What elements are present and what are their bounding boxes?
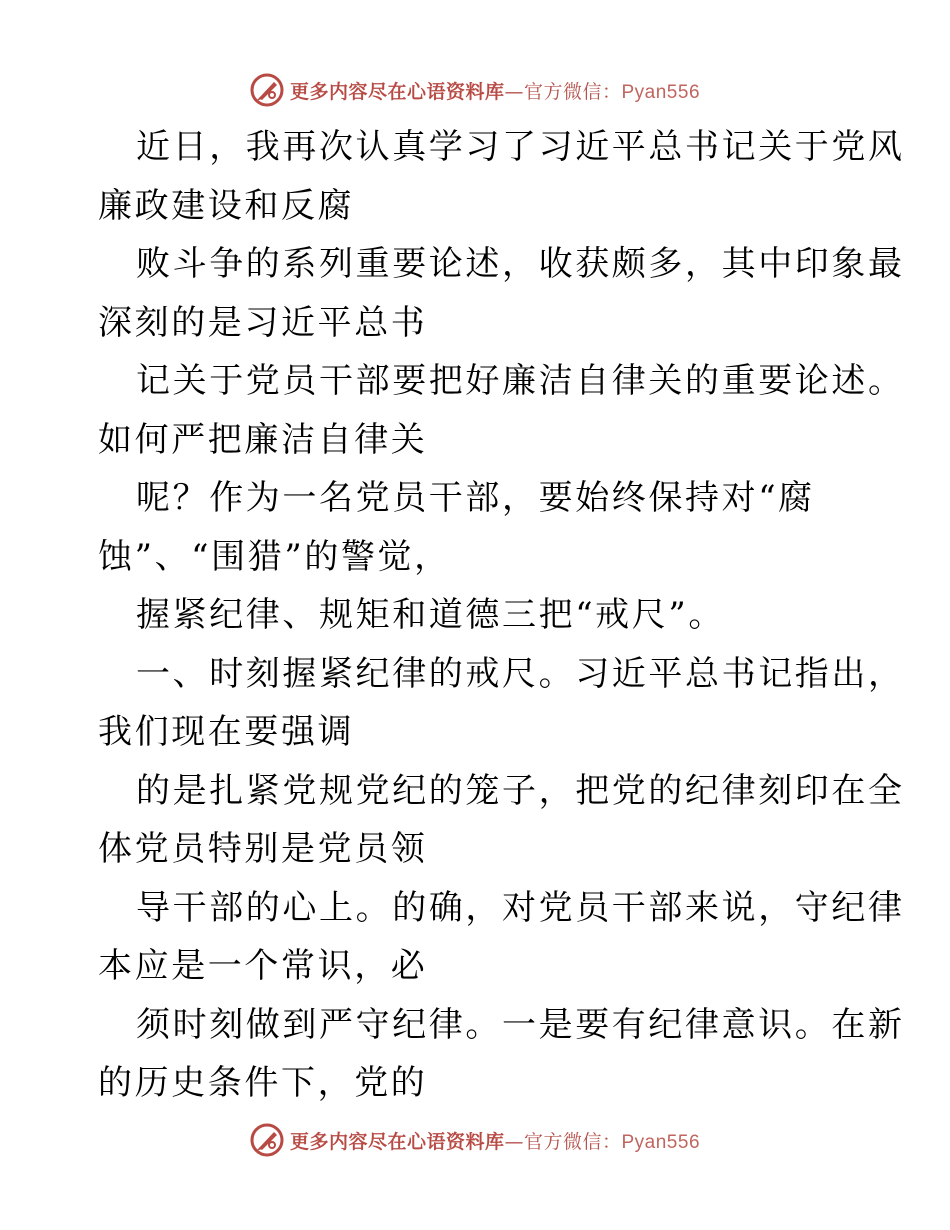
- quill-logo-icon: [250, 1123, 284, 1157]
- text-line: 败斗争的系列重要论述，收获颇多，其中印象最: [136, 244, 905, 284]
- text-line: 体党员特别是党员领: [98, 829, 428, 869]
- watermark-separator: —官方微信：: [504, 1130, 622, 1153]
- watermark-text: [290, 77, 700, 104]
- text-line: 蚀”、“围猎”的警觉，: [98, 536, 451, 577]
- watermark-text: [290, 1127, 700, 1154]
- quill-logo-icon: [250, 73, 284, 107]
- watermark-separator: —官方微信：: [504, 80, 622, 103]
- footer-watermark: [0, 1120, 950, 1160]
- watermark-wechat-id: Pyan556: [621, 81, 701, 103]
- text-line: 如何严把廉洁自律关: [98, 419, 428, 460]
- watermark-main: 更多内容尽在心语资料库: [289, 80, 505, 103]
- text-line: 导干部的心上。的确，对党员干部来说，守纪律: [136, 887, 905, 928]
- document-body: [98, 118, 905, 1113]
- header-watermark: [0, 70, 950, 110]
- text-line: 廉政建设和反腐: [98, 185, 355, 226]
- text-line: 的是扎紧党规党纪的笼子，把党的纪律刻印在全: [136, 770, 905, 811]
- text-line: 呢？作为一名党员干部，要始终保持对“腐: [136, 478, 815, 518]
- watermark-main: 更多内容尽在心语资料库: [289, 1130, 505, 1153]
- text-line: 的历史条件下，党的: [98, 1063, 428, 1103]
- text-line: 本应是一个常识，必: [98, 946, 428, 986]
- text-line: 记关于党员干部要把好廉洁自律关的重要论述。: [136, 361, 905, 401]
- text-line: 我们现在要强调: [98, 712, 355, 752]
- text-line: 深刻的是习近平总书: [98, 302, 428, 343]
- text-line: 握紧纪律、规矩和道德三把“戒尺”。: [136, 595, 725, 635]
- watermark-wechat-id: Pyan556: [621, 1131, 701, 1153]
- text-line: 须时刻做到严守纪律。一是要有纪律意识。在新: [136, 1004, 905, 1045]
- text-line: 近日，我再次认真学习了习近平总书记关于党风: [136, 127, 905, 167]
- text-line: 一、时刻握紧纪律的戒尺。习近平总书记指出，: [136, 653, 905, 694]
